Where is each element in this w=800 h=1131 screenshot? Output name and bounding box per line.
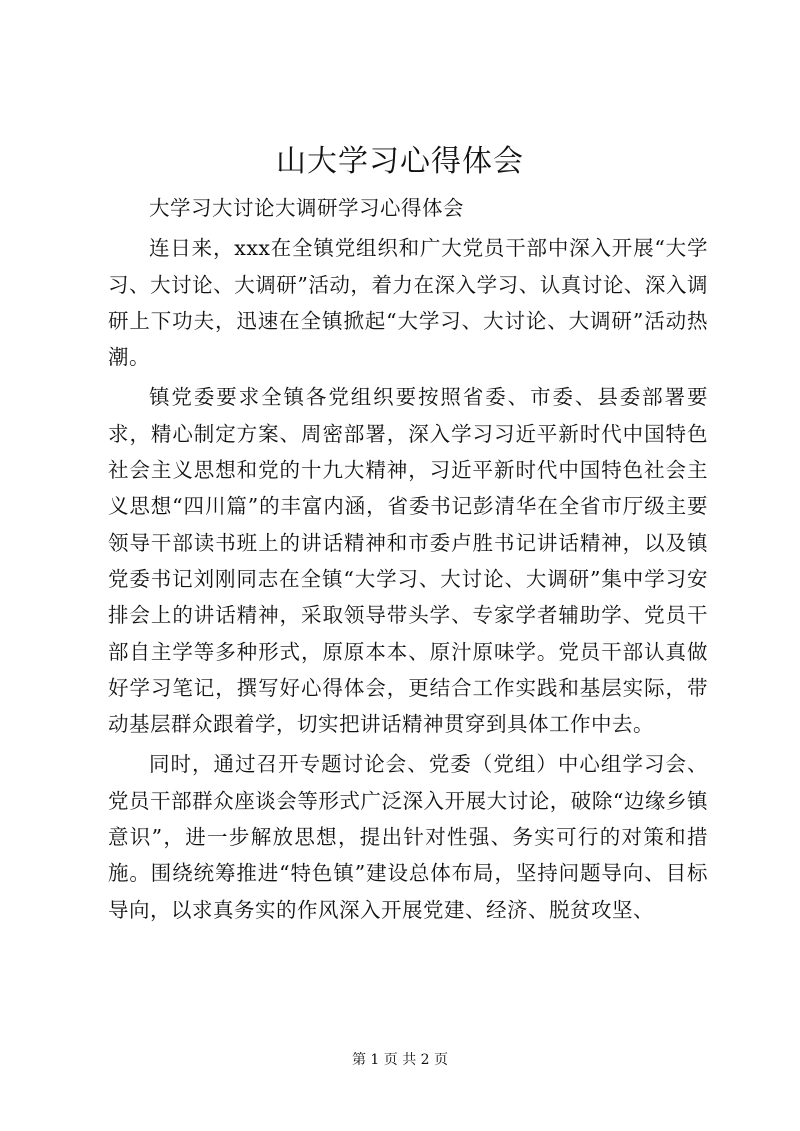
page-number-footer: 第 1 页 共 2 页 <box>351 1052 449 1068</box>
document-body <box>108 190 708 928</box>
body-paragraph: 连日来，xxx在全镇党组织和广大党员干部中深入开展“大学习、大讨论、大调研”活动，着力在深入学习、认真讨论、深入调研上下功夫，迅速在全镇掀起“大学习、大讨论、大调研”活动热潮。 <box>108 236 708 370</box>
body-paragraph: 镇党委要求全镇各党组织要按照省委、市委、县委部署要求，精心制定方案、周密部署，深入学习习近平新时代中国特色社会主义思想和党的十九大精神，习近平新时代中国特色社会主义思想“四川篇”的丰富内涵，省委书记彭清华在全省市厅级主要领导干部读书班上的讲话精神和市委卢胜书记讲话精神，以及镇党委书记刘刚同志在全镇“大学习、大讨论、大调研”集中学习安排会上的讲话精神，采取领导带头学、专家学者辅助学、党员干部自主学等多种形式，原原本本、原汁原味学。党员干部认真做好学习笔记，撰写好心得体会，更结合工作实践和基层实际，带动基层群众跟着学，切实把讲话精神贯穿到具体工作中去。 <box>108 385 708 737</box>
subtitle-paragraph: 大学习大讨论大调研学习心得体会 <box>149 196 464 220</box>
document-title: 山大学习心得体会 <box>276 144 524 179</box>
body-paragraph: 同时，通过召开专题讨论会、党委（党组）中心组学习会、党员干部群众座谈会等形式广泛深入开展大讨论，破除“边缘乡镇意识”，进一步解放思想，提出针对性强、务实可行的对策和措施。围绕统筹推进“特色镇”建设总体布局，坚持问题导向、目标导向，以求真务实的作风深入开展党建、经济、脱贫攻坚、 <box>108 752 708 922</box>
